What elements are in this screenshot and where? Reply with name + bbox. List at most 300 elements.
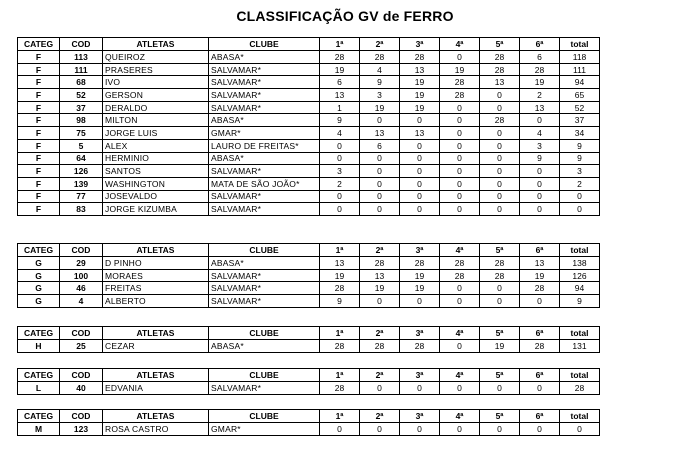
cell-p5: 0 <box>480 190 520 203</box>
cell-p4: 0 <box>440 190 480 203</box>
header-total: total <box>560 327 600 340</box>
classification-table-h <box>17 326 600 353</box>
cell-p6: 19 <box>520 76 560 89</box>
header-clube: CLUBE <box>209 244 320 257</box>
cell-p1: 28 <box>320 382 360 395</box>
cell-p6: 28 <box>520 340 560 353</box>
cell-clube: SALVAMAR* <box>209 165 320 178</box>
cell-p2: 0 <box>360 203 400 216</box>
cell-total: 0 <box>560 423 600 436</box>
cell-p5: 0 <box>480 382 520 395</box>
header-cod: COD <box>60 244 103 257</box>
cell-p1: 1 <box>320 101 360 114</box>
cell-p3: 0 <box>400 114 440 127</box>
classification-table-l <box>17 368 600 395</box>
cell-atleta: SANTOS <box>103 165 209 178</box>
cell-cod: 77 <box>60 190 103 203</box>
cell-total: 37 <box>560 114 600 127</box>
cell-p4: 0 <box>440 51 480 64</box>
cell-p6: 2 <box>520 89 560 102</box>
cell-p1: 2 <box>320 177 360 190</box>
cell-p5: 0 <box>480 203 520 216</box>
cell-atleta: MILTON <box>103 114 209 127</box>
table-row <box>18 76 600 89</box>
cell-p3: 0 <box>400 423 440 436</box>
cell-p6: 0 <box>520 423 560 436</box>
cell-p1: 13 <box>320 89 360 102</box>
cell-p3: 0 <box>400 152 440 165</box>
cell-clube: SALVAMAR* <box>209 282 320 295</box>
cell-p3: 0 <box>400 139 440 152</box>
header-p1: 1ª <box>320 369 360 382</box>
table-row <box>18 152 600 165</box>
cell-total: 0 <box>560 190 600 203</box>
cell-atleta: GERSON <box>103 89 209 102</box>
cell-p1: 28 <box>320 51 360 64</box>
cell-clube: MATA DE SÃO JOÃO* <box>209 177 320 190</box>
cell-p6: 0 <box>520 203 560 216</box>
cell-cod: 40 <box>60 382 103 395</box>
header-atleta: ATLETAS <box>103 369 209 382</box>
cell-p5: 0 <box>480 101 520 114</box>
cell-clube: SALVAMAR* <box>209 101 320 114</box>
header-p4: 4ª <box>440 410 480 423</box>
cell-total: 94 <box>560 76 600 89</box>
header-p3: 3ª <box>400 38 440 51</box>
table-row <box>18 63 600 76</box>
classification-table-f <box>17 37 600 216</box>
header-row <box>18 38 600 51</box>
table-row <box>18 177 600 190</box>
header-p4: 4ª <box>440 244 480 257</box>
cell-p2: 28 <box>360 51 400 64</box>
cell-total: 0 <box>560 203 600 216</box>
header-cod: COD <box>60 38 103 51</box>
header-p3: 3ª <box>400 327 440 340</box>
cell-p1: 0 <box>320 423 360 436</box>
cell-categ: F <box>18 190 60 203</box>
cell-clube: SALVAMAR* <box>209 76 320 89</box>
cell-categ: M <box>18 423 60 436</box>
cell-cod: 64 <box>60 152 103 165</box>
cell-p6: 28 <box>520 63 560 76</box>
cell-atleta: MORAES <box>103 269 209 282</box>
header-categ: CATEG <box>18 410 60 423</box>
cell-p2: 0 <box>360 152 400 165</box>
cell-p2: 0 <box>360 382 400 395</box>
cell-atleta: JORGE KIZUMBA <box>103 203 209 216</box>
cell-clube: SALVAMAR* <box>209 382 320 395</box>
cell-p5: 0 <box>480 89 520 102</box>
cell-p3: 0 <box>400 177 440 190</box>
cell-clube: SALVAMAR* <box>209 89 320 102</box>
cell-categ: G <box>18 257 60 270</box>
table-row <box>18 269 600 282</box>
cell-atleta: EDVANIA <box>103 382 209 395</box>
header-atleta: ATLETAS <box>103 327 209 340</box>
header-total: total <box>560 369 600 382</box>
cell-p1: 0 <box>320 190 360 203</box>
cell-p2: 13 <box>360 269 400 282</box>
classification-table-m <box>17 409 600 436</box>
header-categ: CATEG <box>18 327 60 340</box>
cell-p4: 0 <box>440 165 480 178</box>
cell-categ: F <box>18 203 60 216</box>
cell-cod: 4 <box>60 295 103 308</box>
cell-cod: 37 <box>60 101 103 114</box>
table-row <box>18 114 600 127</box>
cell-atleta: JORGE LUIS <box>103 127 209 140</box>
cell-total: 118 <box>560 51 600 64</box>
cell-p1: 0 <box>320 152 360 165</box>
cell-p3: 13 <box>400 127 440 140</box>
header-total: total <box>560 410 600 423</box>
cell-cod: 83 <box>60 203 103 216</box>
cell-total: 131 <box>560 340 600 353</box>
cell-total: 34 <box>560 127 600 140</box>
cell-p3: 19 <box>400 76 440 89</box>
cell-categ: G <box>18 269 60 282</box>
cell-p1: 28 <box>320 282 360 295</box>
cell-p6: 6 <box>520 51 560 64</box>
table-row <box>18 89 600 102</box>
cell-categ: F <box>18 127 60 140</box>
cell-clube: ABASA* <box>209 114 320 127</box>
cell-p6: 28 <box>520 282 560 295</box>
header-p3: 3ª <box>400 244 440 257</box>
cell-p5: 0 <box>480 152 520 165</box>
cell-categ: F <box>18 101 60 114</box>
cell-p6: 19 <box>520 269 560 282</box>
cell-total: 138 <box>560 257 600 270</box>
cell-p6: 0 <box>520 382 560 395</box>
cell-cod: 5 <box>60 139 103 152</box>
cell-p4: 0 <box>440 203 480 216</box>
header-p1: 1ª <box>320 410 360 423</box>
cell-p6: 0 <box>520 165 560 178</box>
cell-atleta: D PINHO <box>103 257 209 270</box>
cell-p3: 19 <box>400 101 440 114</box>
cell-p4: 0 <box>440 101 480 114</box>
cell-cod: 111 <box>60 63 103 76</box>
cell-p4: 28 <box>440 269 480 282</box>
cell-p4: 0 <box>440 423 480 436</box>
cell-clube: SALVAMAR* <box>209 269 320 282</box>
cell-atleta: ALBERTO <box>103 295 209 308</box>
cell-p6: 0 <box>520 190 560 203</box>
cell-p3: 28 <box>400 340 440 353</box>
header-cod: COD <box>60 369 103 382</box>
cell-cod: 126 <box>60 165 103 178</box>
cell-p4: 0 <box>440 295 480 308</box>
table-row <box>18 165 600 178</box>
cell-categ: F <box>18 76 60 89</box>
cell-cod: 75 <box>60 127 103 140</box>
header-total: total <box>560 244 600 257</box>
cell-p4: 0 <box>440 114 480 127</box>
classification-table-g <box>17 243 600 308</box>
cell-total: 111 <box>560 63 600 76</box>
cell-p6: 0 <box>520 295 560 308</box>
header-p5: 5ª <box>480 38 520 51</box>
cell-p3: 28 <box>400 51 440 64</box>
header-p6: 6ª <box>520 369 560 382</box>
cell-categ: F <box>18 139 60 152</box>
cell-categ: L <box>18 382 60 395</box>
cell-atleta: CEZAR <box>103 340 209 353</box>
cell-cod: 123 <box>60 423 103 436</box>
table-row <box>18 127 600 140</box>
cell-categ: G <box>18 282 60 295</box>
cell-atleta: IVO <box>103 76 209 89</box>
cell-atleta: ROSA CASTRO <box>103 423 209 436</box>
cell-p6: 4 <box>520 127 560 140</box>
table-row <box>18 51 600 64</box>
cell-p5: 13 <box>480 76 520 89</box>
cell-p5: 0 <box>480 127 520 140</box>
cell-atleta: JOSEVALDO <box>103 190 209 203</box>
header-row <box>18 244 600 257</box>
cell-atleta: ALEX <box>103 139 209 152</box>
table-row <box>18 203 600 216</box>
header-atleta: ATLETAS <box>103 410 209 423</box>
cell-p4: 0 <box>440 340 480 353</box>
cell-atleta: HERMINIO <box>103 152 209 165</box>
header-p4: 4ª <box>440 38 480 51</box>
header-atleta: ATLETAS <box>103 38 209 51</box>
cell-p1: 4 <box>320 127 360 140</box>
header-clube: CLUBE <box>209 369 320 382</box>
cell-p2: 19 <box>360 282 400 295</box>
cell-total: 126 <box>560 269 600 282</box>
cell-p3: 19 <box>400 89 440 102</box>
cell-p5: 0 <box>480 295 520 308</box>
cell-categ: F <box>18 51 60 64</box>
header-p2: 2ª <box>360 410 400 423</box>
table-row <box>18 101 600 114</box>
cell-clube: LAURO DE FREITAS* <box>209 139 320 152</box>
header-p1: 1ª <box>320 244 360 257</box>
table-row <box>18 139 600 152</box>
cell-p4: 28 <box>440 89 480 102</box>
cell-p3: 0 <box>400 190 440 203</box>
cell-p3: 0 <box>400 295 440 308</box>
cell-p5: 0 <box>480 423 520 436</box>
cell-clube: ABASA* <box>209 340 320 353</box>
cell-p2: 28 <box>360 257 400 270</box>
cell-p5: 28 <box>480 114 520 127</box>
cell-p5: 28 <box>480 51 520 64</box>
header-p6: 6ª <box>520 38 560 51</box>
cell-total: 28 <box>560 382 600 395</box>
cell-p2: 13 <box>360 127 400 140</box>
cell-total: 2 <box>560 177 600 190</box>
cell-p1: 0 <box>320 203 360 216</box>
cell-p2: 0 <box>360 190 400 203</box>
header-p1: 1ª <box>320 327 360 340</box>
cell-categ: F <box>18 152 60 165</box>
cell-categ: F <box>18 114 60 127</box>
cell-p2: 28 <box>360 340 400 353</box>
cell-p1: 9 <box>320 114 360 127</box>
cell-p5: 19 <box>480 340 520 353</box>
header-p2: 2ª <box>360 38 400 51</box>
cell-p6: 13 <box>520 101 560 114</box>
table-row <box>18 295 600 308</box>
cell-p1: 3 <box>320 165 360 178</box>
cell-p2: 0 <box>360 177 400 190</box>
header-p1: 1ª <box>320 38 360 51</box>
header-p3: 3ª <box>400 410 440 423</box>
cell-p3: 13 <box>400 63 440 76</box>
cell-categ: H <box>18 340 60 353</box>
cell-atleta: DERALDO <box>103 101 209 114</box>
header-p2: 2ª <box>360 244 400 257</box>
table-row <box>18 340 600 353</box>
header-categ: CATEG <box>18 38 60 51</box>
cell-p3: 0 <box>400 382 440 395</box>
cell-p4: 28 <box>440 257 480 270</box>
header-categ: CATEG <box>18 244 60 257</box>
header-row <box>18 327 600 340</box>
cell-total: 3 <box>560 165 600 178</box>
cell-p1: 9 <box>320 295 360 308</box>
header-clube: CLUBE <box>209 327 320 340</box>
header-row <box>18 410 600 423</box>
header-p2: 2ª <box>360 327 400 340</box>
cell-p6: 0 <box>520 177 560 190</box>
cell-p2: 0 <box>360 114 400 127</box>
cell-total: 94 <box>560 282 600 295</box>
cell-cod: 25 <box>60 340 103 353</box>
table-row <box>18 257 600 270</box>
cell-p3: 19 <box>400 269 440 282</box>
cell-cod: 100 <box>60 269 103 282</box>
cell-cod: 46 <box>60 282 103 295</box>
header-total: total <box>560 38 600 51</box>
cell-clube: GMAR* <box>209 423 320 436</box>
cell-p1: 13 <box>320 257 360 270</box>
table-row <box>18 423 600 436</box>
cell-p3: 19 <box>400 282 440 295</box>
cell-p4: 0 <box>440 139 480 152</box>
cell-clube: ABASA* <box>209 51 320 64</box>
header-p5: 5ª <box>480 244 520 257</box>
cell-p6: 9 <box>520 152 560 165</box>
cell-p6: 0 <box>520 114 560 127</box>
cell-p5: 28 <box>480 63 520 76</box>
cell-p2: 0 <box>360 423 400 436</box>
cell-total: 9 <box>560 152 600 165</box>
cell-p2: 6 <box>360 139 400 152</box>
cell-p2: 19 <box>360 101 400 114</box>
cell-categ: G <box>18 295 60 308</box>
cell-p5: 0 <box>480 282 520 295</box>
cell-p2: 0 <box>360 295 400 308</box>
cell-cod: 98 <box>60 114 103 127</box>
cell-p1: 19 <box>320 269 360 282</box>
header-p5: 5ª <box>480 410 520 423</box>
header-p4: 4ª <box>440 369 480 382</box>
table-row <box>18 190 600 203</box>
cell-p4: 28 <box>440 76 480 89</box>
header-p6: 6ª <box>520 410 560 423</box>
cell-p6: 3 <box>520 139 560 152</box>
header-cod: COD <box>60 327 103 340</box>
cell-p5: 0 <box>480 165 520 178</box>
cell-p2: 0 <box>360 165 400 178</box>
cell-p6: 13 <box>520 257 560 270</box>
header-clube: CLUBE <box>209 410 320 423</box>
cell-clube: SALVAMAR* <box>209 63 320 76</box>
cell-cod: 68 <box>60 76 103 89</box>
header-clube: CLUBE <box>209 38 320 51</box>
cell-categ: F <box>18 165 60 178</box>
cell-p3: 0 <box>400 203 440 216</box>
cell-total: 65 <box>560 89 600 102</box>
cell-cod: 52 <box>60 89 103 102</box>
cell-p5: 28 <box>480 269 520 282</box>
cell-p4: 19 <box>440 63 480 76</box>
cell-atleta: PRASERES <box>103 63 209 76</box>
cell-total: 9 <box>560 139 600 152</box>
table-row <box>18 282 600 295</box>
cell-atleta: QUEIROZ <box>103 51 209 64</box>
cell-categ: F <box>18 63 60 76</box>
header-p6: 6ª <box>520 327 560 340</box>
header-p5: 5ª <box>480 369 520 382</box>
cell-atleta: FREITAS <box>103 282 209 295</box>
cell-clube: GMAR* <box>209 127 320 140</box>
header-p6: 6ª <box>520 244 560 257</box>
cell-clube: SALVAMAR* <box>209 295 320 308</box>
cell-p1: 0 <box>320 139 360 152</box>
cell-p3: 28 <box>400 257 440 270</box>
cell-p1: 28 <box>320 340 360 353</box>
cell-p2: 3 <box>360 89 400 102</box>
cell-p2: 4 <box>360 63 400 76</box>
cell-p1: 19 <box>320 63 360 76</box>
cell-p5: 0 <box>480 177 520 190</box>
cell-cod: 29 <box>60 257 103 270</box>
cell-categ: F <box>18 177 60 190</box>
cell-categ: F <box>18 89 60 102</box>
cell-clube: ABASA* <box>209 257 320 270</box>
cell-clube: ABASA* <box>209 152 320 165</box>
header-p2: 2ª <box>360 369 400 382</box>
cell-p5: 28 <box>480 257 520 270</box>
cell-clube: SALVAMAR* <box>209 190 320 203</box>
cell-atleta: WASHINGTON <box>103 177 209 190</box>
header-p5: 5ª <box>480 327 520 340</box>
cell-p4: 0 <box>440 127 480 140</box>
header-categ: CATEG <box>18 369 60 382</box>
header-p3: 3ª <box>400 369 440 382</box>
cell-p4: 0 <box>440 382 480 395</box>
cell-p5: 0 <box>480 139 520 152</box>
cell-p2: 9 <box>360 76 400 89</box>
cell-p4: 0 <box>440 177 480 190</box>
cell-p4: 0 <box>440 282 480 295</box>
cell-cod: 139 <box>60 177 103 190</box>
table-row <box>18 382 600 395</box>
header-cod: COD <box>60 410 103 423</box>
cell-cod: 113 <box>60 51 103 64</box>
cell-p1: 6 <box>320 76 360 89</box>
cell-p4: 0 <box>440 152 480 165</box>
cell-total: 52 <box>560 101 600 114</box>
cell-total: 9 <box>560 295 600 308</box>
